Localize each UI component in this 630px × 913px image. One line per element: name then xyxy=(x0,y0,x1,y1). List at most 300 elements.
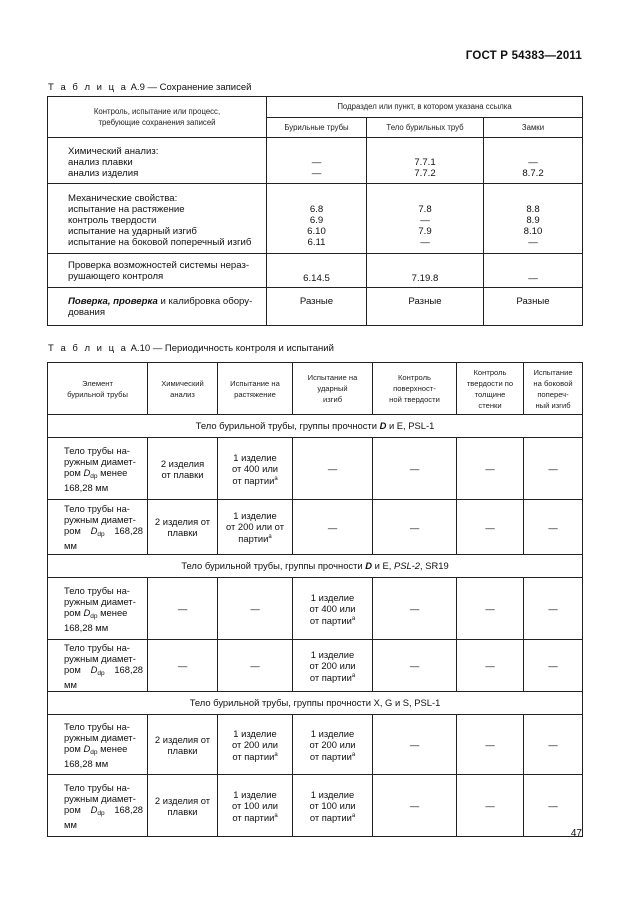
a9-header-tool-joints: Замки xyxy=(484,118,583,138)
a10-element-cell xyxy=(48,500,148,555)
element-text: менее xyxy=(97,606,128,618)
cell-line xyxy=(218,728,292,739)
a9-cell: 8.7.2 xyxy=(522,167,544,179)
cell-text: 1 изделие xyxy=(310,591,355,603)
table-row xyxy=(48,640,583,692)
a10-header-line: на боковой xyxy=(533,378,573,388)
cell-line xyxy=(148,806,217,817)
cell-line xyxy=(218,660,292,671)
cell-line xyxy=(293,811,372,823)
caption-text: А.10 — Периодичность контроля и испытаний xyxy=(127,343,334,354)
cell-line xyxy=(373,603,456,614)
cell-line xyxy=(218,474,292,486)
a10-section-title xyxy=(48,692,583,715)
cell-line xyxy=(373,800,456,811)
element-line: ружным диамет- xyxy=(64,652,136,664)
a9-calibration-line1: и калибровка обору- xyxy=(157,295,253,307)
cell-line xyxy=(457,463,523,474)
cell-text: — xyxy=(409,800,420,811)
a9-row-calibration xyxy=(48,288,583,326)
a10-header-surface-hardness xyxy=(373,363,457,415)
element-line: Тело трубы на- xyxy=(64,641,130,653)
element-text: ром xyxy=(64,525,91,536)
a9-row-mechanical xyxy=(48,184,583,254)
cell-line xyxy=(457,603,523,614)
cell-line xyxy=(524,463,582,474)
a9-cell: — xyxy=(420,214,430,226)
element-text: ром xyxy=(64,663,91,675)
a9-cell: — xyxy=(311,167,322,179)
cell-text: от партии xyxy=(309,614,352,626)
a9-cell: Разные xyxy=(484,288,583,326)
section-title-text: Тело бурильной трубы, группы прочности xyxy=(195,420,380,432)
cell-line xyxy=(218,521,292,532)
cell-text: от партии xyxy=(309,750,352,762)
a10-cell xyxy=(148,640,218,692)
element-line: ружным диамет- xyxy=(64,595,136,607)
cell-text: — xyxy=(485,739,495,750)
caption-lead: Т а б л и ц а xyxy=(48,343,128,354)
cell-line xyxy=(293,614,372,626)
a9-row-system-check xyxy=(48,254,583,288)
cell-text: — xyxy=(485,521,495,533)
a9-header-group: Подраздел или пункт, в котором указана ссылка xyxy=(267,97,583,118)
cell-line xyxy=(293,728,372,739)
a9-system-check-line2: рушающего контроля xyxy=(68,270,164,282)
cell-text: — xyxy=(409,660,420,671)
cell-line xyxy=(373,522,456,533)
a10-cell xyxy=(148,715,218,775)
a9-cell: 8.9 xyxy=(526,214,540,226)
diameter-symbol: D xyxy=(90,663,98,675)
element-text: 168,28 мм xyxy=(64,803,143,830)
a10-header-line: изгиб xyxy=(322,395,343,404)
cell-line xyxy=(293,789,372,800)
a10-element-cell xyxy=(48,438,148,500)
cell-line xyxy=(524,522,582,533)
a9-cell: 6.11 xyxy=(307,236,326,248)
a9-cell: 7.19.8 xyxy=(367,254,484,288)
cell-line xyxy=(148,745,217,756)
cell-text: от 200 или xyxy=(309,738,356,750)
a10-header-side-bend xyxy=(524,363,583,415)
cell-text: от партии xyxy=(232,474,275,486)
cell-line xyxy=(524,739,582,750)
cell-text: от партии xyxy=(309,671,352,683)
a9-cell: 7.7.2 xyxy=(414,167,436,179)
a10-cell xyxy=(524,438,583,500)
a10-header-line: ударный xyxy=(317,384,348,393)
cell-text: — xyxy=(177,660,188,671)
a10-header-line: твердости по xyxy=(466,378,514,388)
a9-cell: 7.9 xyxy=(418,225,432,237)
a9-cell: 6.8 xyxy=(309,203,324,215)
element-text: менее xyxy=(97,466,128,478)
a10-element-cell xyxy=(48,775,148,837)
element-line xyxy=(64,467,143,482)
cell-line xyxy=(524,800,582,811)
element-line: Тело трубы на- xyxy=(64,720,130,732)
a9-cell: 6.14.5 xyxy=(267,254,367,288)
a9-cell: 7.7.1 xyxy=(414,156,436,168)
a9-cell: — xyxy=(420,236,430,248)
cell-line xyxy=(293,649,372,660)
cell-line xyxy=(148,527,217,538)
a10-cell xyxy=(218,715,293,775)
element-line: Тело трубы на- xyxy=(64,503,130,514)
cell-text: — xyxy=(548,521,558,533)
diameter-subscript: dp xyxy=(90,748,98,756)
table-a9-caption xyxy=(48,82,251,93)
section-title-text: и E, xyxy=(372,560,394,572)
a10-cell xyxy=(524,640,583,692)
cell-text: — xyxy=(409,463,420,474)
diameter-subscript: dp xyxy=(90,612,98,620)
cell-line xyxy=(293,660,372,671)
cell-line xyxy=(148,660,217,671)
a10-section-header xyxy=(48,692,583,715)
cell-line xyxy=(524,660,582,671)
a10-cell xyxy=(218,640,293,692)
element-text: ром xyxy=(64,606,84,618)
a9-mech-hardness: контроль твердости xyxy=(68,215,157,226)
cell-text: 2 изделия от xyxy=(154,516,211,527)
element-text: 168,28 мм xyxy=(64,663,143,690)
cell-text: 2 изделия от xyxy=(154,794,211,806)
footnote-mark: а xyxy=(274,475,278,482)
a10-header-line: толщине xyxy=(474,389,506,399)
cell-line xyxy=(293,739,372,750)
cell-text: — xyxy=(485,800,495,811)
element-text: ром xyxy=(64,466,84,478)
a10-header-line: поверхност- xyxy=(393,384,436,393)
a10-cell xyxy=(293,500,373,555)
a10-cell xyxy=(457,775,524,837)
element-line: ружным диамет- xyxy=(64,731,136,743)
a10-header-line: Химический xyxy=(161,378,204,388)
a10-cell xyxy=(218,775,293,837)
element-text: 168,28 мм xyxy=(64,525,143,551)
cell-line xyxy=(293,800,372,811)
cell-text: 1 изделие xyxy=(233,788,277,800)
element-text: ром xyxy=(64,803,91,815)
table-row xyxy=(48,500,583,555)
a9-cell: — xyxy=(484,254,583,288)
footnote-mark: а xyxy=(351,672,356,679)
cell-text: 1 изделие xyxy=(310,648,355,660)
table-row xyxy=(48,775,583,837)
table-row xyxy=(48,715,583,775)
a9-cell: 6.9 xyxy=(309,214,324,226)
cell-text: 2 изделия от xyxy=(154,733,211,745)
cell-line xyxy=(457,522,523,533)
a10-header-line: Контроль xyxy=(473,367,507,377)
cell-line xyxy=(148,734,217,745)
a10-cell xyxy=(457,715,524,775)
diameter-subscript: dp xyxy=(97,809,105,817)
document-id: ГОСТ Р 54383—2011 xyxy=(465,50,582,62)
cell-text: 1 изделие xyxy=(310,788,355,800)
a10-cell xyxy=(524,500,583,555)
cell-text: от 100 или xyxy=(309,799,356,811)
cell-line xyxy=(293,592,372,603)
cell-text: — xyxy=(548,463,558,474)
a10-cell xyxy=(293,640,373,692)
a9-cell: Разные xyxy=(367,288,484,326)
cell-text: плавки xyxy=(167,744,198,756)
a10-header-chemical xyxy=(148,363,218,415)
a9-cell: 8.8 xyxy=(526,203,540,215)
element-line: 168,28 мм xyxy=(64,757,109,769)
cell-text: 1 изделие xyxy=(233,451,277,463)
cell-line xyxy=(457,660,523,671)
cell-line xyxy=(373,739,456,750)
a10-cell xyxy=(373,775,457,837)
a10-cell xyxy=(148,438,218,500)
a10-section-title xyxy=(48,415,583,438)
a10-cell xyxy=(293,715,373,775)
cell-line xyxy=(218,789,292,800)
a10-cell xyxy=(293,438,373,500)
element-text: менее xyxy=(97,742,128,754)
section-title-psl: PSL-2 xyxy=(393,560,420,572)
a10-cell xyxy=(373,578,457,640)
a10-element-cell xyxy=(48,578,148,640)
element-line xyxy=(64,743,143,758)
diameter-symbol: D xyxy=(90,803,98,815)
a10-header-line: ной твердости xyxy=(389,395,440,404)
table-row xyxy=(48,438,583,500)
a10-header-line: Элемент xyxy=(82,378,113,388)
element-line: Тело трубы на- xyxy=(64,781,130,793)
table-a10-caption xyxy=(48,343,334,354)
a10-header-element xyxy=(48,363,148,415)
a10-cell xyxy=(457,578,524,640)
diameter-subscript: dp xyxy=(97,669,105,677)
cell-line xyxy=(218,739,292,750)
a10-header-line: стенки xyxy=(478,400,502,410)
a10-header-tensile xyxy=(218,363,293,415)
caption-lead: Т а б л и ц а xyxy=(48,82,128,93)
cell-text: от 200 или xyxy=(231,738,279,750)
cell-text: от плавки xyxy=(161,468,204,480)
cell-text: — xyxy=(548,739,558,750)
a9-header-item-line2: требующие сохранения записей xyxy=(98,118,216,127)
cell-text: партии xyxy=(238,533,269,544)
cell-text: — xyxy=(177,603,188,614)
cell-text: — xyxy=(327,521,338,533)
a10-cell xyxy=(293,775,373,837)
cell-text: 1 изделие xyxy=(310,727,355,739)
section-title-text: , SR19 xyxy=(420,560,449,572)
cell-line xyxy=(148,469,217,480)
cell-text: плавки xyxy=(167,527,198,538)
a10-header-row xyxy=(48,363,583,415)
cell-text: от 200 или от xyxy=(225,521,284,532)
cell-text: от партии xyxy=(232,750,275,762)
table-a10 xyxy=(47,362,583,837)
a10-section-header xyxy=(48,415,583,438)
a9-cell: 8.10 xyxy=(523,225,543,237)
a9-cell: 7.8 xyxy=(418,203,432,215)
cell-text: 1 изделие xyxy=(233,510,277,521)
cell-line xyxy=(218,532,292,544)
diameter-symbol: D xyxy=(83,466,91,478)
a10-cell xyxy=(457,438,524,500)
cell-text: — xyxy=(250,660,260,671)
a9-header-item-line1: Контроль, испытание или процесс, xyxy=(93,107,221,116)
footnote-mark: а xyxy=(274,751,278,758)
cell-text: от партии xyxy=(309,811,352,823)
a9-calibration-line2: дования xyxy=(68,306,106,318)
a9-cell: — xyxy=(528,156,538,168)
cell-line xyxy=(148,516,217,527)
footnote-mark: а xyxy=(274,812,278,819)
footnote-mark: а xyxy=(351,812,356,819)
cell-line xyxy=(148,458,217,469)
footnote-mark: а xyxy=(268,534,272,540)
cell-text: — xyxy=(485,603,495,614)
cell-text: 2 изделия xyxy=(160,457,205,469)
caption-text: А.9 — Сохранение записей xyxy=(127,82,252,93)
diameter-symbol: D xyxy=(83,606,91,618)
element-line: Тело трубы на- xyxy=(64,444,130,456)
a9-cell: 6.10 xyxy=(307,225,326,237)
element-line xyxy=(64,607,143,622)
a10-cell xyxy=(457,500,524,555)
a10-element-cell xyxy=(48,715,148,775)
element-text: ром xyxy=(64,742,84,754)
a10-cell xyxy=(524,715,583,775)
a9-system-check-line1: Проверка возможностей системы нераз- xyxy=(68,259,250,271)
section-title-text: Тело бурильной трубы, группы прочности xyxy=(181,560,366,572)
cell-line xyxy=(218,603,292,614)
a10-header-line: Контроль xyxy=(398,373,431,382)
cell-text: — xyxy=(485,660,495,671)
a10-header-line: Испытание xyxy=(533,367,573,377)
a10-element-cell xyxy=(48,640,148,692)
diameter-subscript: dp xyxy=(90,472,98,480)
section-title-text: Тело бурильной трубы, группы прочности X, G и S, PSL-1 xyxy=(189,697,441,709)
cell-text: 1 изделие xyxy=(233,727,277,739)
cell-line xyxy=(218,811,292,823)
page-number: 47 xyxy=(570,828,582,839)
cell-line xyxy=(218,463,292,474)
a10-cell xyxy=(373,500,457,555)
cell-text: — xyxy=(409,521,420,533)
a9-mech-sidebend: испытание на боковой поперечный изгиб xyxy=(68,237,252,248)
a9-header-drill-pipes: Бурильные трубы xyxy=(267,118,367,138)
cell-line xyxy=(373,660,456,671)
section-title-text: и E, PSL-1 xyxy=(386,420,435,432)
a10-section-header xyxy=(48,555,583,578)
cell-text: от 100 или xyxy=(231,799,279,811)
cell-line xyxy=(293,671,372,683)
cell-text: — xyxy=(250,603,260,614)
a10-cell xyxy=(373,640,457,692)
a9-chemical-heat: анализ плавки xyxy=(68,157,133,168)
diameter-symbol: D xyxy=(90,525,98,536)
cell-line xyxy=(293,603,372,614)
cell-line xyxy=(148,603,217,614)
cell-text: — xyxy=(409,603,420,614)
cell-line xyxy=(218,510,292,521)
cell-line xyxy=(457,739,523,750)
a9-mech-tensile: испытание на растяжение xyxy=(68,204,185,215)
cell-line xyxy=(293,750,372,762)
cell-text: от 200 или xyxy=(309,659,356,671)
a9-cell: Разные xyxy=(267,288,367,326)
diameter-symbol: D xyxy=(83,742,91,754)
a10-header-impact xyxy=(293,363,373,415)
cell-line xyxy=(218,750,292,762)
a10-cell xyxy=(218,578,293,640)
a10-header-line: анализ xyxy=(170,389,195,399)
a9-mech-impact: испытание на ударный изгиб xyxy=(68,226,197,237)
element-line: 168,28 мм xyxy=(64,621,109,633)
cell-text: — xyxy=(548,800,558,811)
a10-cell xyxy=(293,578,373,640)
a10-header-line: растяжение xyxy=(234,389,276,399)
cell-text: от 400 или xyxy=(231,462,279,474)
cell-line xyxy=(293,522,372,533)
table-a9 xyxy=(47,96,583,326)
a10-header-line: попереч- xyxy=(537,389,569,399)
a10-section-title xyxy=(48,555,583,578)
element-line: ружным диамет- xyxy=(64,792,136,804)
a10-header-line: ный изгиб xyxy=(535,400,571,410)
a10-cell xyxy=(373,438,457,500)
element-line: ружным диамет- xyxy=(64,455,136,467)
a10-header-line: Испытание на xyxy=(230,378,280,388)
element-line: Тело трубы на- xyxy=(64,584,130,596)
cell-text: плавки xyxy=(167,805,198,817)
a9-cell: — xyxy=(311,156,322,168)
a10-cell xyxy=(524,578,583,640)
a9-header-item xyxy=(48,97,267,138)
cell-line xyxy=(218,452,292,463)
a10-cell xyxy=(148,578,218,640)
a9-mechanical-title: Механические свойства: xyxy=(68,193,178,204)
a9-row-chemical xyxy=(48,138,583,184)
cell-line xyxy=(148,795,217,806)
a10-cell xyxy=(148,500,218,555)
cell-text: — xyxy=(548,603,558,614)
a9-header-pipe-body: Тело бурильных труб xyxy=(367,118,484,138)
cell-line xyxy=(293,463,372,474)
diameter-subscript: dp xyxy=(97,531,105,538)
a10-header-line: Испытание на xyxy=(307,373,358,382)
element-line: ружным диамет- xyxy=(64,514,136,525)
element-line xyxy=(64,664,143,690)
a10-header-wall-hardness xyxy=(457,363,524,415)
a10-cell xyxy=(457,640,524,692)
a10-cell xyxy=(218,500,293,555)
a10-cell xyxy=(218,438,293,500)
element-line xyxy=(64,525,143,551)
a10-cell xyxy=(373,715,457,775)
element-line xyxy=(64,804,143,830)
table-row xyxy=(48,578,583,640)
section-title-grade: D xyxy=(379,420,387,432)
a10-header-line: бурильной трубы xyxy=(67,389,128,399)
footnote-mark: а xyxy=(351,615,356,622)
cell-line xyxy=(457,800,523,811)
cell-line xyxy=(218,800,292,811)
element-line: 168,28 мм xyxy=(64,481,109,493)
cell-line xyxy=(524,603,582,614)
cell-line xyxy=(373,463,456,474)
